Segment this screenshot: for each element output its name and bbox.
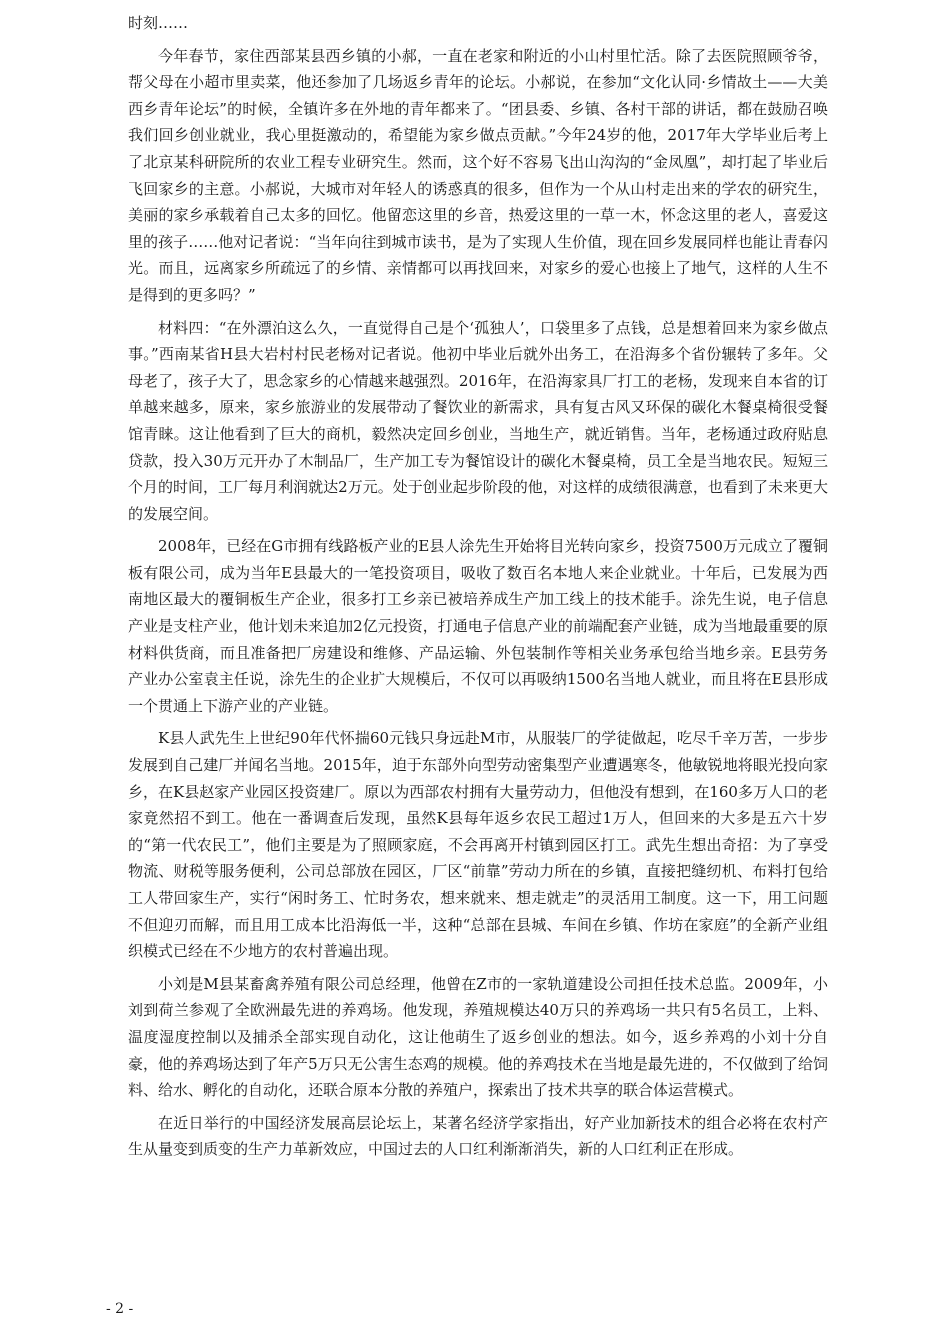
- page-number: - 2 -: [106, 1301, 134, 1317]
- paragraph-economist: 在近日举行的中国经济发展高层论坛上，某著名经济学家指出，好产业加新技术的组合必将在农村产生从量变到质变的生产力革新效应，中国过去的人口红利渐渐消失，新的人口红利正在形成。: [128, 1113, 828, 1159]
- paragraph-material-four: 材料四：“在外漂泊这么久，一直觉得自己是个‘孤独人’，口袋里多了点钱，总是想着回来为家乡做点事。”西南某省H县大岩村村民老杨对记者说。他初中毕业后就外出务工，在沿海多个省份辗转了多年。父母老了，孩子大了，思念家乡的心情越来越强烈。2016年，在沿海家具厂打工的老杨，发现来自本省的订单越来越多，原来，家乡旅游业的发展带动了餐饮业的新需求，具有复古风又环保的碳化木餐桌椅很受餐馆青睐。这让他看到了巨大的商机，毅然决定回乡创业，当地生产，就近销售。当年，老杨通过政府贴息贷款，投入30万元开办了木制品厂，生产加工专为餐馆设计的碳化木餐桌椅，员工全是当地农民。短短三个月的时间，工厂每月利润就达2万元。处于创业起步阶段的他，对这样的成绩很满意，也看到了未来更大的发展空间。: [128, 318, 828, 523]
- document-body: [128, 10, 828, 1169]
- paragraph-mr-tu: 2008年，已经在G市拥有线路板产业的E县人涂先生开始将目光转向家乡，投资7500万元成立了覆铜板有限公司，成为当年E县最大的一笔投资项目，吸收了数百名本地人来企业就业。十年后，已发展为西南地区最大的覆铜板生产企业，很多打工乡亲已被培养成生产加工线上的技术能手。涂先生说，电子信息产业是支柱产业，他计划未来追加2亿元投资，打通电子信息产业的前端配套产业链，成为当地最重要的原材料供货商，而且准备把厂房建设和维修、产品运输、外包装制作等相关业务承包给当地乡亲。E县劳务产业办公室袁主任说，涂先生的企业扩大规模后，不仅可以再吸纳1500名当地人就业，而且将在E县形成一个贯通上下游产业的产业链。: [128, 537, 828, 715]
- paragraph-continuation: 时刻……: [128, 14, 189, 32]
- paragraph-xiao-hao: 今年春节，家住西部某县西乡镇的小郝，一直在老家和附近的小山村里忙活。除了去医院照顾爷爷，帮父母在小超市里卖菜，他还参加了几场返乡青年的论坛。小郝说，在参加“文化认同·乡情故土——大美西乡青年论坛”的时候，全镇许多在外地的青年都来了。“团县委、乡镇、各村干部的讲话，都在鼓励召唤我们回乡创业就业，我心里挺激动的，希望能为家乡做点贡献。”今年24岁的他，2017年大学毕业后考上了北京某科研院所的农业工程专业研究生。然而，这个好不容易飞出山沟沟的“金凤凰”，却打起了毕业后飞回家乡的主意。小郝说，大城市对年轻人的诱惑真的很多，但作为一个从山村走出来的学农的研究生，美丽的家乡承载着自己太多的回忆。他留恋这里的乡音，热爱这里的一草一木，怀念这里的老人，喜爱这里的孩子……他对记者说：“当年向往到城市读书，是为了实现人生价值，现在回乡发展同样也能让青春闪光。而且，远离家乡所疏远了的乡情、亲情都可以再找回来，对家乡的爱心也接上了地气，这样的人生不是得到的更多吗？”: [128, 46, 828, 304]
- paragraph-xiao-liu: 小刘是M县某畜禽养殖有限公司总经理，他曾在Z市的一家轨道建设公司担任技术总监。2009年，小刘到荷兰参观了全欧洲最先进的养鸡场。他发现，养殖规模达40万只的养鸡场一共只有5名员工，上料、温度湿度控制以及捕杀全部实现自动化，这让他萌生了返乡创业的想法。如今，返乡养鸡的小刘十分自豪，他的养鸡场达到了年产5万只无公害生态鸡的规模。他的养鸡技术在当地是最先进的，不仅做到了给饲料、给水、孵化的自动化，还联合原本分散的养殖户，探索出了技术共享的联合体运营模式。: [128, 974, 828, 1100]
- paragraph-mr-wu: K县人武先生上世纪90年代怀揣60元钱只身远赴M市，从服装厂的学徒做起，吃尽千辛万苦，一步步发展到自己建厂并闻名当地。2015年，迫于东部外向型劳动密集型产业遭遇寒冬，他敏锐地将眼光投向家乡，在K县赵家产业园区投资建厂。原以为西部农村拥有大量劳动力，但他没有想到，在160多万人口的老家竟然招不到工。他在一番调查后发现，虽然K县每年返乡农民工超过1万人，但回来的大多是五六十岁的“第一代农民工”，他们主要是为了照顾家庭，不会再离开村镇到园区打工。武先生想出奇招：为了享受物流、财税等服务便利，公司总部放在园区，厂区“前靠”劳动力所在的乡镇，直接把缝纫机、布料打包给工人带回家生产，实行“闲时务工、忙时务农，想来就来、想走就走”的灵活用工制度。这一下，用工问题不但迎刃而解，而且用工成本比沿海低一半，这种“总部在县城、车间在乡镇、作坊在家庭”的全新产业组织模式已经在不少地方的农村普遍出现。: [128, 729, 828, 961]
